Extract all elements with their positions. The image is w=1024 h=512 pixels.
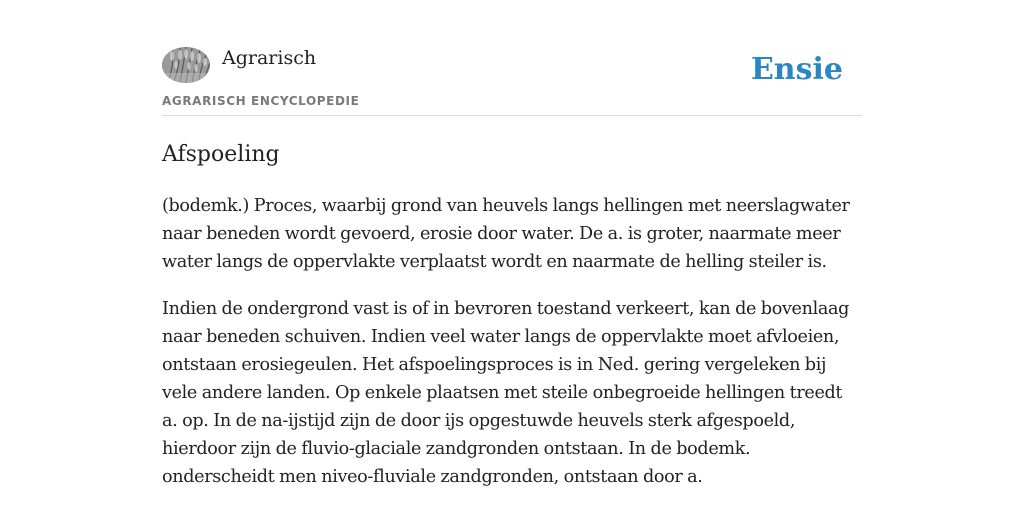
ensie-brand-logo[interactable]: Ensie — [750, 52, 843, 87]
wheat-logo-icon[interactable] — [162, 47, 210, 83]
site-name[interactable]: Agrarisch — [222, 47, 317, 69]
article-paragraph: Indien de ondergrond vast is of in bevroren toestand verkeert, kan de bovenlaag naar beneden schuiven. Indien veel water langs de oppervlakte moet afvloeien, ontstaan erosiegeulen. Het afspoelingsproces is in Ned. gering vergeleken bij vele andere landen. Op enkele plaatsen met steile onbegroeide hellingen treedt a. op. In de na-ijstijd zijn de door ijs opgestuwde heuvels sterk afgespoeld, hierdoor zijn de fluvio-glaciale zandgronden ontstaan. In de bodemk. onderscheidt men niveo-fluviale zandgronden, ontstaan door a. — [162, 299, 850, 487]
site-subtitle: AGRARISCH ENCYCLOPEDIE — [162, 94, 360, 108]
article-paragraph: (bodemk.) Proces, waarbij grond van heuvels langs hellingen met neerslagwater naar beneden wordt gevoerd, erosie door water. De a. is groter, naarmate meer water langs de oppervlakte verplaatst wordt en naarmate de helling steiler is. — [162, 196, 850, 272]
wheat-image — [162, 47, 210, 83]
page — [162, 0, 862, 512]
article-title: Afspoeling — [162, 142, 280, 167]
article-body — [162, 192, 862, 510]
site-header — [162, 0, 862, 116]
